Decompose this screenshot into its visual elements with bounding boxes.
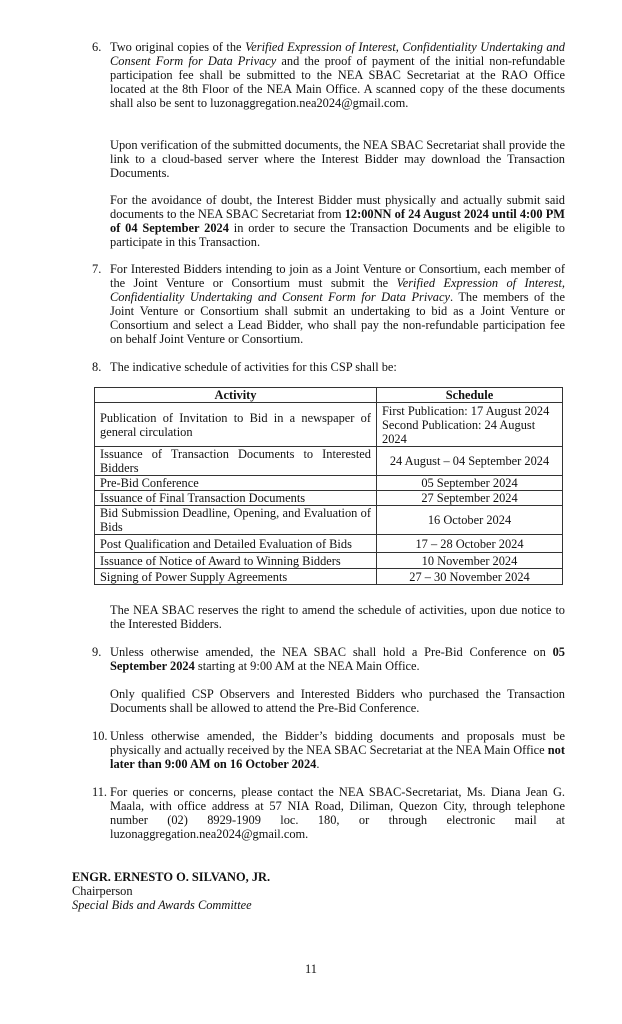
activity-cell: Post Qualification and Detailed Evaluation of Bids [95, 535, 377, 553]
schedule-cell: 27 – 30 November 2024 [377, 569, 563, 585]
list-item-11 [92, 785, 565, 841]
item-number: 7. [92, 262, 102, 276]
schedule-cell: First Publication: 17 August 2024 Second Publication: 24 August 2024 [377, 403, 563, 447]
table-row [95, 569, 563, 585]
signatory-name: ENGR. ERNESTO O. SILVANO, JR. [72, 870, 271, 884]
item-number: 6. [92, 40, 102, 54]
schedule-cell: 16 October 2024 [377, 506, 563, 535]
list-item-10 [92, 729, 565, 771]
activity-cell: Publication of Invitation to Bid in a newspaper of general circulation [95, 403, 377, 447]
activity-cell: Signing of Power Supply Agreements [95, 569, 377, 585]
form-title-italic: Verified Expression of Interest, Confidentiality Undertaking and Consent Form for Data Privacy [110, 276, 565, 304]
table-row [95, 491, 563, 506]
activity-cell: Pre-Bid Conference [95, 476, 377, 491]
item-9-paragraph-1: Unless otherwise amended, the NEA SBAC shall hold a Pre-Bid Conference on 05 September 2024 starting at 9:00 AM at the NEA Main Office. [110, 645, 565, 673]
list-item-8 [92, 360, 565, 374]
list-item-7 [92, 262, 565, 346]
activity-cell: Issuance of Notice of Award to Winning Bidders [95, 553, 377, 569]
item-number: 10. [92, 729, 108, 743]
submission-window-bold: 12:00NN of 24 August 2024 until 4:00 PM of 04 September 2024 [110, 207, 565, 235]
prebid-date-bold: 05 September 2024 [110, 645, 565, 673]
list-item-6 [92, 40, 565, 110]
table-row [95, 403, 563, 447]
table-row [95, 476, 563, 491]
item-6-paragraph-1: Two original copies of the Verified Expression of Interest, Confidentiality Undertaking and Consent Form for Data Privacy and the proof of payment of the initial non-refundable participation fee shall be submitted to the NEA SBAC Secretariat at the RAO Office located at the 8th Floor of the NEA Main Office. A scanned copy of the these documents shall also be sent to luzonaggregation.nea2024@gmail.com. [110, 40, 565, 110]
activity-cell: Issuance of Final Transaction Documents [95, 491, 377, 506]
table-header-row [95, 388, 563, 403]
item-8-paragraph-1: The indicative schedule of activities for this CSP shall be: [110, 360, 397, 374]
column-header-schedule: Schedule [377, 388, 563, 403]
committee-name: Special Bids and Awards Committee [72, 898, 252, 912]
table-row [95, 506, 563, 535]
item-number: 8. [92, 360, 102, 374]
schedule-table [94, 387, 563, 585]
signatory-title: Chairperson [72, 884, 133, 898]
item-9-paragraph-2: Only qualified CSP Observers and Interested Bidders who purchased the Transaction Documents shall be allowed to attend the Pre-Bid Conference. [110, 687, 565, 715]
schedule-cell: 24 August – 04 September 2024 [377, 447, 563, 476]
table-row [95, 535, 563, 553]
deadline-bold: not later than 9:00 AM on 16 October 2024 [110, 743, 565, 771]
activity-cell: Bid Submission Deadline, Opening, and Evaluation of Bids [95, 506, 377, 535]
item-10-paragraph-1: Unless otherwise amended, the Bidder’s bidding documents and proposals must be physically and actually received by the NEA SBAC Secretariat at the NEA Main Office not later than 9:00 AM on 16 October 2024. [110, 729, 565, 771]
activity-cell: Issuance of Transaction Documents to Interested Bidders [95, 447, 377, 476]
item-6-paragraph-2: Upon verification of the submitted documents, the NEA SBAC Secretariat shall provide the link to a cloud-based server where the Interest Bidder may download the Transaction Documents. [110, 138, 565, 180]
schedule-cell: 27 September 2024 [377, 491, 563, 506]
table-row [95, 553, 563, 569]
column-header-activity: Activity [95, 388, 377, 403]
item-6-paragraph-3: For the avoidance of doubt, the Interest Bidder must physically and actually submit said documents to the NEA SBAC Secretariat from 12:00NN of 24 August 2024 until 4:00 PM of 04 September 2024 in order to secure the Transaction Documents and be eligible to participate in this Transaction. [110, 193, 566, 249]
schedule-cell: 17 – 28 October 2024 [377, 535, 563, 553]
item-number: 9. [92, 645, 102, 659]
page-number: 11 [305, 962, 317, 976]
item-8-paragraph-2: The NEA SBAC reserves the right to amend the schedule of activities, upon due notice to the Interested Bidders. [110, 603, 565, 631]
item-7-paragraph-1: For Interested Bidders intending to join as a Joint Venture or Consortium, each member of the Joint Venture or Consortium must submit the Verified Expression of Interest, Confidentiality Undertaking and Consent Form for Data Privacy. The members of the Joint Venture or Consortium shall submit an undertaking to bid as a Joint Venture or Consortium and select a Lead Bidder, who shall pay the non-refundable participation fee on behalf Joint Venture or Consortium. [110, 262, 566, 346]
schedule-cell: 05 September 2024 [377, 476, 563, 491]
table-row [95, 447, 563, 476]
signature-block [72, 870, 270, 912]
list-item-9 [92, 645, 565, 673]
form-title-italic: Verified Expression of Interest, Confidentiality Undertaking and Consent Form for Data Privacy [110, 40, 565, 68]
item-number: 11. [92, 785, 108, 799]
item-11-paragraph-1: For queries or concerns, please contact the NEA SBAC-Secretariat, Ms. Diana Jean G. Maala, with office address at 57 NIA Road, Diliman, Quezon City, through telephone number (02) 8929-1909 loc. 180, or through electronic mail at luzonaggregation.nea2024@gmail.com. [110, 785, 565, 841]
schedule-cell: 10 November 2024 [377, 553, 563, 569]
